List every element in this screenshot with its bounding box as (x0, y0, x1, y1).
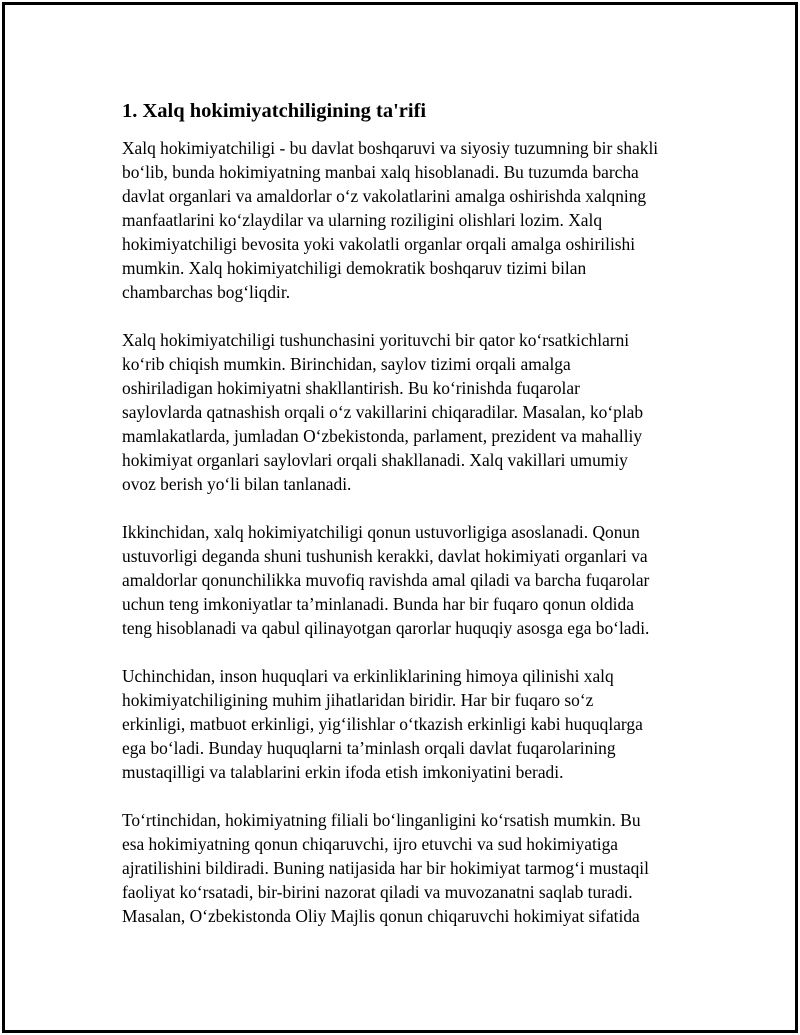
paragraph-fourth-indicator (122, 808, 702, 928)
paragraph-line: mamlakatlarda, jumladan O‘zbekistonda, parlament, prezident va mahalliy (122, 426, 643, 446)
paragraph-line: ega bo‘ladi. Bunday huquqlarni ta’minlash orqali davlat fuqarolarining (122, 738, 616, 758)
paragraph-first-indicator (122, 328, 702, 496)
section-heading: 1. Xalq hokimiyatchiligining ta'rifi (122, 100, 427, 122)
paragraph-line: ovoz berish yo‘li bilan tanlanadi. (122, 474, 352, 494)
paragraph-line: Ikkinchidan, xalq hokimiyatchiligi qonun ustuvorligiga asoslanadi. Qonun (122, 522, 640, 542)
paragraph-line: oshiriladigan hokimiyatni shakllantirish. Bu ko‘rinishda fuqarolar (122, 378, 580, 398)
paragraph-line: ko‘rib chiqish mumkin. Birinchidan, saylov tizimi orqali amalga (122, 354, 571, 374)
paragraph-line: erkinligi, matbuot erkinligi, yig‘ilishlar o‘tkazish erkinligi kabi huquqlarga (122, 714, 643, 734)
paragraph-line: Masalan, O‘zbekistonda Oliy Majlis qonun chiqaruvchi hokimiyat sifatida (122, 906, 640, 926)
paragraph-second-indicator (122, 520, 702, 640)
paragraph-line: Xalq hokimiyatchiligi - bu davlat boshqaruvi va siyosiy tuzumning bir shakli (122, 138, 659, 158)
paragraph-line: hokimiyatchiligi bevosita yoki vakolatli organlar orqali amalga oshirilishi (122, 234, 636, 254)
paragraph-line: mumkin. Xalq hokimiyatchiligi demokratik boshqaruv tizimi bilan (122, 258, 587, 278)
paragraph-line: teng hisoblanadi va qabul qilinayotgan qarorlar huquqiy asosga ega bo‘ladi. (122, 618, 650, 638)
paragraph-line: chambarchas bog‘liqdir. (122, 282, 291, 302)
paragraph-line: amaldorlar qonunchilikka muvofiq ravishda amal qiladi va barcha fuqarolar (122, 570, 650, 590)
paragraph-line: hokimiyat organlari saylovlari orqali shakllanadi. Xalq vakillari umumiy (122, 450, 628, 470)
paragraph-line: mustaqilligi va talablarini erkin ifoda etish imkoniyatini beradi. (122, 762, 564, 782)
paragraph-third-indicator (122, 664, 702, 784)
paragraph-line: Uchinchidan, inson huquqlari va erkinliklarining himoya qilinishi xalq (122, 666, 614, 686)
paragraph-definition (122, 136, 702, 304)
paragraph-line: ajratilishini bildiradi. Buning natijasida har bir hokimiyat tarmog‘i mustaqil (122, 858, 649, 878)
paragraph-line: davlat organlari va amaldorlar o‘z vakolatlarini amalga oshirishda xalqning (122, 186, 647, 206)
paragraph-line: esa hokimiyatning qonun chiqaruvchi, ijro etuvchi va sud hokimiyatiga (122, 834, 619, 854)
paragraph-line: ustuvorligi deganda shuni tushunish kerakki, davlat hokimiyati organlari va (122, 546, 648, 566)
paragraph-line: bo‘lib, bunda hokimiyatning manbai xalq hisoblanadi. Bu tuzumda barcha (122, 162, 639, 182)
paragraph-line: uchun teng imkoniyatlar ta’minlanadi. Bunda har bir fuqaro qonun oldida (122, 594, 634, 614)
paragraph-line: To‘rtinchidan, hokimiyatning filiali bo‘linganligini ko‘rsatish mumkin. Bu (122, 810, 641, 830)
paragraph-line: saylovlarda qatnashish orqali o‘z vakillarini chiqaradilar. Masalan, ko‘plab (122, 402, 644, 422)
page-frame (2, 2, 798, 1033)
document-body (122, 97, 702, 952)
paragraph-line: Xalq hokimiyatchiligi tushunchasini yorituvchi bir qator ko‘rsatkichlarni (122, 330, 630, 350)
paragraph-line: manfaatlarini ko‘zlaydilar va ularning roziligini olishlari lozim. Xalq (122, 210, 603, 230)
paragraph-line: faoliyat ko‘rsatadi, bir-birini nazorat qiladi va muvozanatni saqlab turadi. (122, 882, 633, 902)
paragraph-line: hokimiyatchiligining muhim jihatlaridan biridir. Har bir fuqaro so‘z (122, 690, 594, 710)
